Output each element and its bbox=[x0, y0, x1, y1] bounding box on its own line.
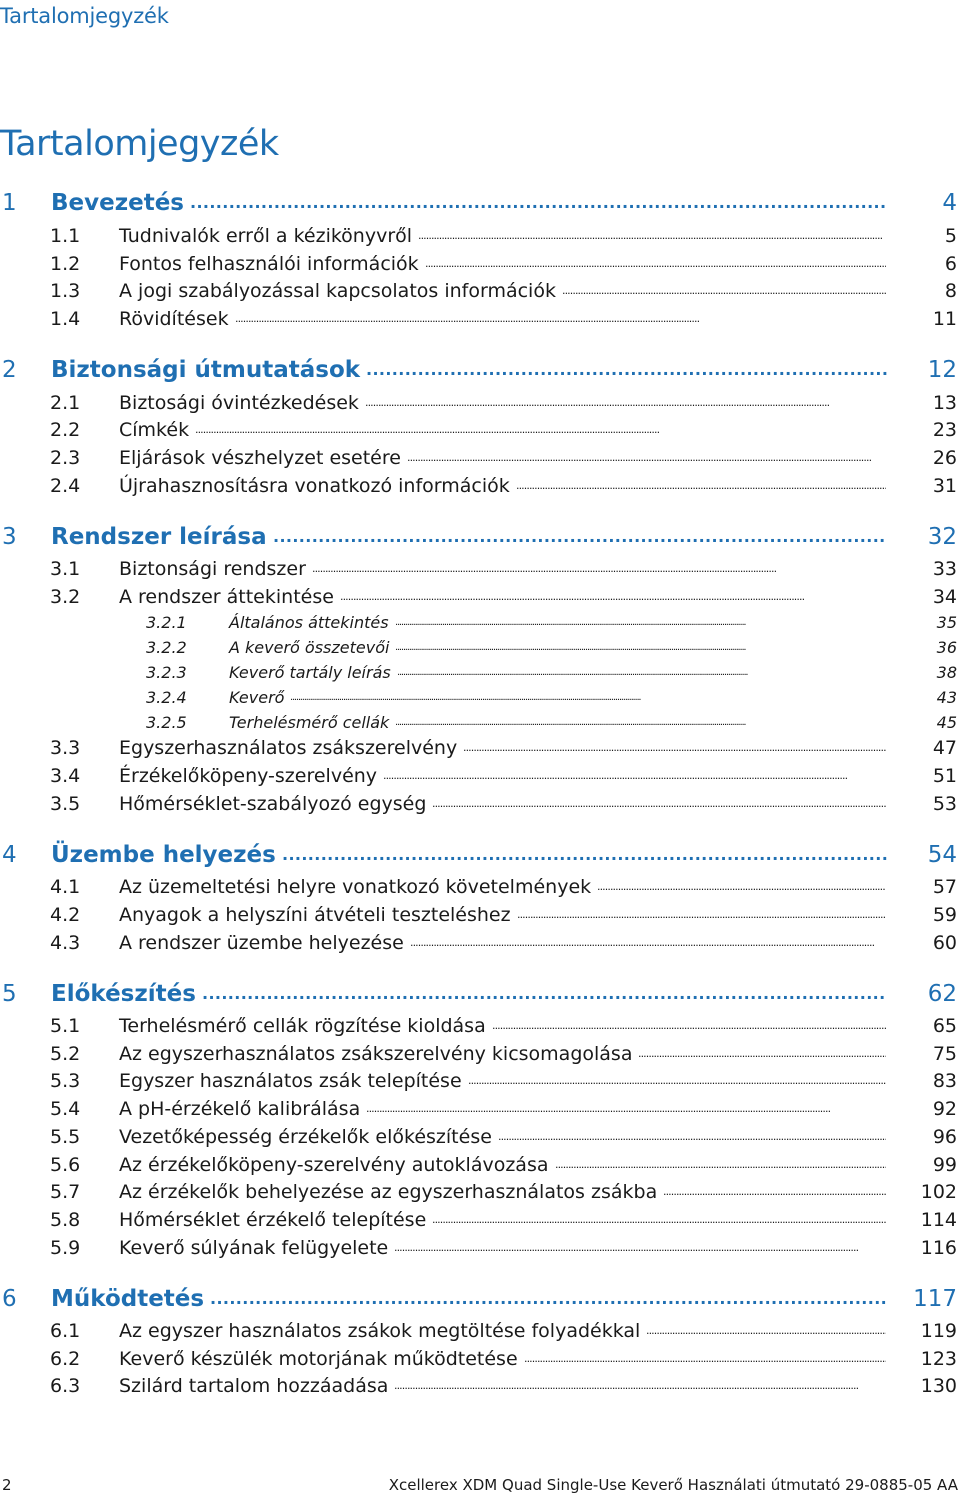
toc-entry-title: Érzékelőköpeny-szerelvény bbox=[119, 765, 378, 787]
toc-leader-dots bbox=[407, 443, 886, 473]
running-header: Tartalomjegyzék bbox=[0, 4, 169, 28]
toc-entry-number: 5.5 bbox=[50, 1126, 81, 1148]
toc-entry-title: Újrahasznosításra vonatkozó információk bbox=[119, 475, 510, 497]
toc-entry-page: 130 bbox=[920, 1375, 957, 1397]
toc-entry-title: Előkészítés bbox=[51, 981, 196, 1007]
toc-entry[interactable] bbox=[0, 1233, 960, 1263]
toc-entry-page: 62 bbox=[927, 981, 957, 1007]
toc-entry-page: 26 bbox=[932, 447, 957, 469]
toc-leader-dots bbox=[190, 188, 887, 218]
toc-leader-dots bbox=[425, 249, 886, 279]
toc-entry-title: Anyagok a helyszíni átvételi teszteléshez bbox=[119, 904, 511, 926]
toc-entry-title: Fontos felhasználói információk bbox=[119, 253, 419, 275]
page-number: 2 bbox=[2, 1476, 12, 1494]
toc-entry[interactable] bbox=[0, 733, 960, 763]
toc-leader-dots bbox=[498, 1122, 886, 1152]
toc-entry[interactable] bbox=[0, 1177, 960, 1207]
toc-entry-number: 3.1 bbox=[50, 558, 81, 580]
toc-entry-page: 12 bbox=[927, 357, 957, 383]
toc-entry-title: Az egyszer használatos zsákok megtöltése folyadékkal bbox=[119, 1320, 641, 1342]
toc-entry-page: 5 bbox=[944, 225, 957, 247]
toc-entry-title: Tudnivalók erről a kézikönyvről bbox=[119, 225, 413, 247]
toc-entry[interactable] bbox=[0, 840, 960, 870]
toc-entry-title: Üzembe helyezés bbox=[51, 842, 276, 868]
toc-entry-page: 102 bbox=[920, 1181, 957, 1203]
toc-entry-number: 1.4 bbox=[50, 308, 81, 330]
toc-entry-number: 3.2.5 bbox=[146, 713, 187, 732]
toc-entry[interactable] bbox=[0, 471, 960, 501]
toc-entry-number: 2 bbox=[2, 357, 17, 383]
toc-entry-number: 3.5 bbox=[50, 793, 81, 815]
toc-entry[interactable] bbox=[0, 928, 960, 958]
toc-leader-dots bbox=[366, 355, 887, 385]
toc-entry-title: Egyszer használatos zsák telepítése bbox=[119, 1070, 462, 1092]
toc-entry[interactable] bbox=[0, 276, 960, 306]
toc-leader-dots bbox=[365, 388, 886, 418]
toc-leader-dots bbox=[663, 1177, 886, 1207]
toc-entry-number: 2.3 bbox=[50, 447, 81, 469]
toc-leader-dots bbox=[418, 221, 886, 251]
toc-entry-title: Biztonsági rendszer bbox=[119, 558, 306, 580]
toc-leader-dots bbox=[273, 522, 887, 552]
toc-entry-title: Eljárások vészhelyzet esetére bbox=[119, 447, 401, 469]
toc-entry-title: Egyszerhasználatos zsákszerelvény bbox=[119, 737, 458, 759]
page-footer bbox=[0, 1474, 960, 1498]
toc-leader-dots bbox=[432, 1205, 886, 1235]
toc-leader-dots bbox=[463, 733, 886, 763]
toc-entry-page: 43 bbox=[936, 688, 957, 707]
toc-leader-dots bbox=[517, 900, 886, 930]
toc-entry-title: Az érzékelőköpeny-szerelvény autoklávozása bbox=[119, 1154, 549, 1176]
toc-entry-page: 31 bbox=[932, 475, 957, 497]
toc-leader-dots bbox=[394, 1233, 886, 1263]
toc-entry-title: Keverő tartály leírás bbox=[229, 663, 391, 682]
toc-entry[interactable] bbox=[0, 872, 960, 902]
toc-entry-title: Biztonsági útmutatások bbox=[51, 357, 361, 383]
toc-entry-number: 4.2 bbox=[50, 904, 81, 926]
toc-entry-page: 51 bbox=[932, 765, 957, 787]
toc-entry-title: Vezetőképesség érzékelők előkészítése bbox=[119, 1126, 492, 1148]
toc-entry[interactable] bbox=[0, 1122, 960, 1152]
toc-entry-number: 4.1 bbox=[50, 876, 81, 898]
toc-entry[interactable] bbox=[0, 1150, 960, 1180]
toc-entry-number: 1.1 bbox=[50, 225, 81, 247]
toc-entry-page: 35 bbox=[936, 613, 957, 632]
toc-entry-number: 6.3 bbox=[50, 1375, 81, 1397]
toc-entry-number: 5.2 bbox=[50, 1043, 81, 1065]
toc-entry[interactable] bbox=[0, 221, 960, 251]
toc-entry-number: 5.4 bbox=[50, 1098, 81, 1120]
toc-entry[interactable] bbox=[0, 789, 960, 819]
toc-entry-title: Szilárd tartalom hozzáadása bbox=[119, 1375, 389, 1397]
toc-entry-page: 11 bbox=[932, 308, 957, 330]
toc-entry-page: 38 bbox=[936, 663, 957, 682]
toc-entry-page: 34 bbox=[932, 586, 957, 608]
toc-entry-number: 5.9 bbox=[50, 1237, 81, 1259]
toc-entry-page: 92 bbox=[932, 1098, 957, 1120]
toc-entry-title: Az üzemeltetési helyre vonatkozó követelmények bbox=[119, 876, 592, 898]
toc-entry[interactable] bbox=[0, 443, 960, 473]
toc-entry-page: 65 bbox=[932, 1015, 957, 1037]
toc-entry-title: Címkék bbox=[119, 419, 190, 441]
toc-entry-page: 45 bbox=[936, 713, 957, 732]
toc-entry-number: 3.2.2 bbox=[146, 638, 187, 657]
toc-entry-page: 117 bbox=[913, 1286, 957, 1312]
toc-entry-title: Biztosági óvintézkedések bbox=[119, 392, 359, 414]
toc-entry-title: A rendszer üzembe helyezése bbox=[119, 932, 404, 954]
page-title: Tartalomjegyzék bbox=[0, 124, 279, 164]
toc-entry-page: 57 bbox=[932, 876, 957, 898]
toc-entry-page: 6 bbox=[944, 253, 957, 275]
toc-entry-number: 3 bbox=[2, 524, 17, 550]
toc-entry-page: 60 bbox=[932, 932, 957, 954]
toc-leader-dots bbox=[492, 1011, 886, 1041]
toc-entry[interactable] bbox=[0, 554, 960, 584]
toc-leader-dots bbox=[562, 276, 886, 306]
toc-entry-page: 75 bbox=[932, 1043, 957, 1065]
toc-entry-title: Az érzékelők behelyezése az egyszerhasználatos zsákba bbox=[119, 1181, 658, 1203]
toc-entry[interactable] bbox=[0, 415, 960, 445]
toc-leader-dots bbox=[366, 1094, 886, 1124]
toc-entry-page: 116 bbox=[920, 1237, 957, 1259]
toc-entry-title: Rendszer leírása bbox=[51, 524, 267, 550]
toc-entry-number: 5.1 bbox=[50, 1015, 81, 1037]
toc-leader-dots bbox=[468, 1066, 886, 1096]
toc-entry[interactable] bbox=[0, 761, 960, 791]
toc-entry[interactable] bbox=[0, 1371, 960, 1401]
toc-entry-page: 99 bbox=[932, 1154, 957, 1176]
toc-entry-title: Hőmérséklet-szabályozó egység bbox=[119, 793, 427, 815]
toc-entry[interactable] bbox=[0, 1066, 960, 1096]
toc-entry[interactable] bbox=[0, 1316, 960, 1346]
toc-leader-dots bbox=[282, 840, 887, 870]
toc-entry[interactable] bbox=[0, 1011, 960, 1041]
toc-leader-dots bbox=[555, 1150, 886, 1180]
toc-entry-number: 3.2.3 bbox=[146, 663, 187, 682]
toc-leader-dots bbox=[383, 761, 886, 791]
toc-entry[interactable] bbox=[0, 304, 960, 334]
toc-entry-number: 5.6 bbox=[50, 1154, 81, 1176]
toc-entry-number: 3.2 bbox=[50, 586, 81, 608]
toc-entry-number: 4.3 bbox=[50, 932, 81, 954]
toc-entry-title: A keverő összetevői bbox=[229, 638, 390, 657]
toc-entry-number: 1 bbox=[2, 190, 17, 216]
toc-entry-page: 119 bbox=[920, 1320, 957, 1342]
toc-entry-title: Keverő súlyának felügyelete bbox=[119, 1237, 389, 1259]
toc-entry-number: 6.2 bbox=[50, 1348, 81, 1370]
toc-entry-title: Terhelésmérő cellák rögzítése kioldása bbox=[119, 1015, 486, 1037]
toc-entry-page: 8 bbox=[944, 280, 957, 302]
toc-leader-dots bbox=[524, 1344, 886, 1374]
toc-entry-number: 6.1 bbox=[50, 1320, 81, 1342]
toc-entry-title: Az egyszerhasználatos zsákszerelvény kicsomagolása bbox=[119, 1043, 633, 1065]
toc-leader-dots bbox=[432, 789, 886, 819]
toc-leader-dots bbox=[235, 304, 886, 334]
toc-entry-title: A jogi szabályozással kapcsolatos információk bbox=[119, 280, 556, 302]
toc-entry-number: 3.3 bbox=[50, 737, 81, 759]
toc-entry-title: A rendszer áttekintése bbox=[119, 586, 334, 608]
toc-entry[interactable] bbox=[0, 1039, 960, 1069]
toc-entry-title: Rövidítések bbox=[119, 308, 229, 330]
toc-entry-page: 13 bbox=[932, 392, 957, 414]
footer-document-title: Xcellerex XDM Quad Single-Use Keverő Használati útmutató 29-0885-05 AA bbox=[388, 1476, 958, 1494]
toc-entry-number: 5.3 bbox=[50, 1070, 81, 1092]
toc-entry-title: Bevezetés bbox=[51, 190, 184, 216]
toc-leader-dots bbox=[202, 979, 887, 1009]
toc-entry[interactable] bbox=[0, 979, 960, 1009]
toc-leader-dots bbox=[638, 1039, 886, 1069]
toc-entry-number: 5.8 bbox=[50, 1209, 81, 1231]
toc-entry[interactable] bbox=[0, 388, 960, 418]
toc-entry-title: Keverő készülék motorjának működtetése bbox=[119, 1348, 518, 1370]
toc-entry-page: 114 bbox=[920, 1209, 957, 1231]
toc-leader-dots bbox=[210, 1284, 887, 1314]
toc-entry-title: Keverő bbox=[229, 688, 285, 707]
toc-entry-page: 53 bbox=[932, 793, 957, 815]
toc-leader-dots bbox=[516, 471, 886, 501]
toc-entry-number: 6 bbox=[2, 1286, 17, 1312]
toc-entry-page: 47 bbox=[932, 737, 957, 759]
toc-entry[interactable] bbox=[0, 1205, 960, 1235]
toc-entry-page: 32 bbox=[927, 524, 957, 550]
toc-leader-dots bbox=[195, 415, 886, 445]
toc-leader-dots bbox=[597, 872, 886, 902]
toc-entry[interactable] bbox=[0, 249, 960, 279]
toc-entry-page: 4 bbox=[942, 190, 957, 216]
toc-entry[interactable] bbox=[0, 900, 960, 930]
toc-entry-number: 1.3 bbox=[50, 280, 81, 302]
toc-leader-dots bbox=[646, 1316, 886, 1346]
toc-entry-page: 23 bbox=[932, 419, 957, 441]
toc-entry-page: 33 bbox=[932, 558, 957, 580]
toc-entry-title: Terhelésmérő cellák bbox=[229, 713, 390, 732]
toc-leader-dots bbox=[410, 928, 886, 958]
toc-entry-number: 3.2.1 bbox=[146, 613, 187, 632]
toc-entry-title: A pH-érzékelő kalibrálása bbox=[119, 1098, 361, 1120]
toc-entry-number: 2.1 bbox=[50, 392, 81, 414]
toc-entry-page: 54 bbox=[927, 842, 957, 868]
toc-entry-number: 5 bbox=[2, 981, 17, 1007]
toc-entry-page: 83 bbox=[932, 1070, 957, 1092]
toc-entry-title: Hőmérséklet érzékelő telepítése bbox=[119, 1209, 427, 1231]
toc-entry-number: 1.2 bbox=[50, 253, 81, 275]
toc-entry-number: 3.2.4 bbox=[146, 688, 187, 707]
toc-entry-title: Működtetés bbox=[51, 1286, 205, 1312]
toc-entry-number: 2.2 bbox=[50, 419, 81, 441]
toc-entry-page: 123 bbox=[920, 1348, 957, 1370]
toc-entry-title: Általános áttekintés bbox=[229, 613, 389, 632]
toc-entry-page: 36 bbox=[936, 638, 957, 657]
toc-entry[interactable] bbox=[0, 1344, 960, 1374]
toc-leader-dots bbox=[394, 1371, 886, 1401]
toc-entry-number: 5.7 bbox=[50, 1181, 81, 1203]
toc-entry-page: 59 bbox=[932, 904, 957, 926]
toc-entry-number: 2.4 bbox=[50, 475, 81, 497]
toc-entry[interactable] bbox=[0, 355, 960, 385]
toc-entry-number: 3.4 bbox=[50, 765, 81, 787]
toc-entry-page: 96 bbox=[932, 1126, 957, 1148]
toc-entry-number: 4 bbox=[2, 842, 17, 868]
toc-entry[interactable] bbox=[0, 188, 960, 218]
toc-entry[interactable] bbox=[0, 1094, 960, 1124]
toc-leader-dots bbox=[312, 554, 886, 584]
toc-entry[interactable] bbox=[0, 522, 960, 552]
toc-entry[interactable] bbox=[0, 1284, 960, 1314]
